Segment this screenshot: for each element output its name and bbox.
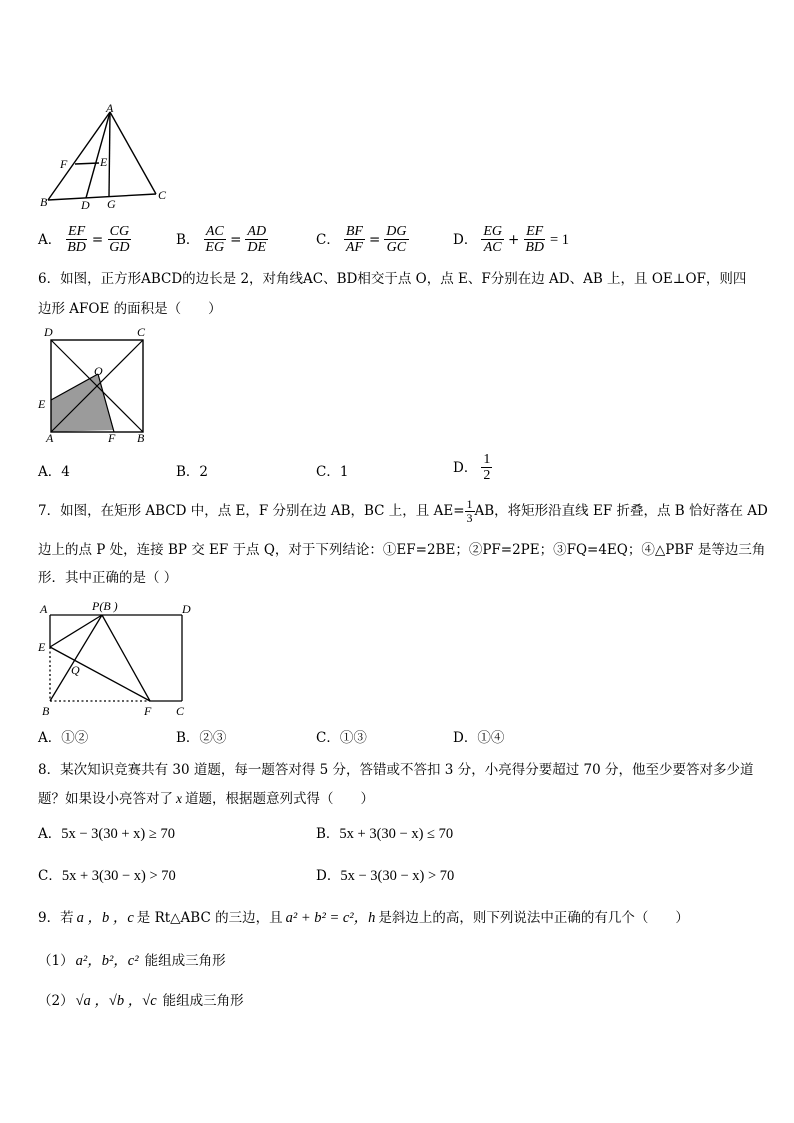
q7-rectangle-figure <box>36 597 206 721</box>
q5-label-d: D <box>81 198 90 212</box>
q6-label-a: A <box>46 431 54 445</box>
q6-stem-line2: 边形 AFOE 的面积是（ ） <box>38 301 222 317</box>
q6-option-a[interactable]: A．4 <box>38 464 70 480</box>
q7-label-p: P(B ) <box>92 599 118 613</box>
q5-label-a: A <box>106 101 114 115</box>
q6-label-e: E <box>38 397 46 411</box>
q9-item-2: （2） √a ，√b ，√c 能组成三角形 <box>38 993 244 1009</box>
q5-option-b[interactable]: B． $\frac{AC}{EG}$ = $\frac{AD}{DE}$ <box>176 224 267 255</box>
q9-item-1: （1） a²，b²，c² 能组成三角形 <box>38 953 226 969</box>
q6-label-b: B <box>137 431 145 445</box>
q8-option-a[interactable]: A．5x − 3(30 + x) ≥ 70 <box>38 826 175 842</box>
q7-option-c[interactable]: C．①③ <box>316 730 367 746</box>
q7-label-a: A <box>40 602 48 616</box>
q6-option-b[interactable]: B．2 <box>176 464 209 480</box>
q5-label-c: C <box>158 188 167 202</box>
q6-label-c: C <box>137 325 146 339</box>
q7-label-e: E <box>38 640 46 654</box>
q6-stem-line1: 6．如图，正方形ABCD的边长是 2，对角线AC、BD相交于点 O，点 E、F分别在边 AD、AB 上，且 OE⊥OF，则四 <box>38 271 747 287</box>
q6-label-f: F <box>108 431 116 445</box>
q7-label-q: Q <box>71 663 80 677</box>
q6-label-o: O <box>94 364 103 378</box>
q7-label-d: D <box>182 602 191 616</box>
q7-option-a[interactable]: A．①② <box>38 730 89 746</box>
q8-option-d[interactable]: D．5x − 3(30 − x) > 70 <box>316 868 455 884</box>
q8-option-c[interactable]: C．5x + 3(30 − x) > 70 <box>38 868 176 884</box>
q5-triangle-figure <box>38 102 178 214</box>
q8-option-b[interactable]: B．5x + 3(30 − x) ≤ 70 <box>316 826 454 842</box>
q7-stem-line1: 7．如图，在矩形 ABCD 中，点 E，F 分别在边 AB，BC 上，且 AE= $\frac{1}{3}$ AB，将矩形沿直线 EF 折叠，点 B 恰好落在 AD <box>38 497 768 525</box>
q5-label-g: G <box>107 197 116 211</box>
q5-label-f: F <box>60 157 68 171</box>
q5-option-d[interactable]: D． $\frac{EG}{AC}$ + $\frac{EF}{BD}$ = 1 <box>453 224 570 255</box>
q5-option-c[interactable]: C． $\frac{BF}{AF}$ = $\frac{DG}{GC}$ <box>316 224 407 255</box>
q5-label-e: E <box>100 155 108 169</box>
q7-option-b[interactable]: B．②③ <box>176 730 227 746</box>
q7-stem-line2: 边上的点 P 处，连接 BP 交 EF 于点 Q，对于下列结论：①EF=2BE；②PF=2PE；③FQ=4EQ；④△PBF 是等边三角 <box>38 542 766 558</box>
q5-label-b: B <box>40 195 48 209</box>
q7-stem-line3: 形．其中正确的是（ ） <box>38 570 178 586</box>
q8-stem-line2: 题？如果设小亮答对了 x 道题，根据题意列式得（ ） <box>38 791 374 807</box>
q7-label-b: B <box>42 704 50 718</box>
q6-label-d: D <box>44 325 53 339</box>
q6-square-figure <box>36 322 156 446</box>
q7-label-c: C <box>176 704 185 718</box>
q9-stem-line1: 9．若 a ，b ，c 是 Rt△ABC 的三边，且 a² + b² = c²，h 是斜边上的高，则下列说法中正确的有几个（ ） <box>38 910 689 926</box>
q5-option-a[interactable]: A． $\frac{EF}{BD}$ = $\frac{CG}{GD}$ <box>38 224 130 255</box>
q6-option-d[interactable]: D． $\frac{1}{2}$ <box>453 452 491 483</box>
q6-option-c[interactable]: C．1 <box>316 464 349 480</box>
q7-label-f: F <box>144 704 152 718</box>
q8-stem-line1: 8．某次知识竞赛共有 30 道题，每一题答对得 5 分，答错或不答扣 3 分，小亮得分要超过 70 分，他至少要答对多少道 <box>38 762 754 778</box>
q7-option-d[interactable]: D．①④ <box>453 730 505 746</box>
